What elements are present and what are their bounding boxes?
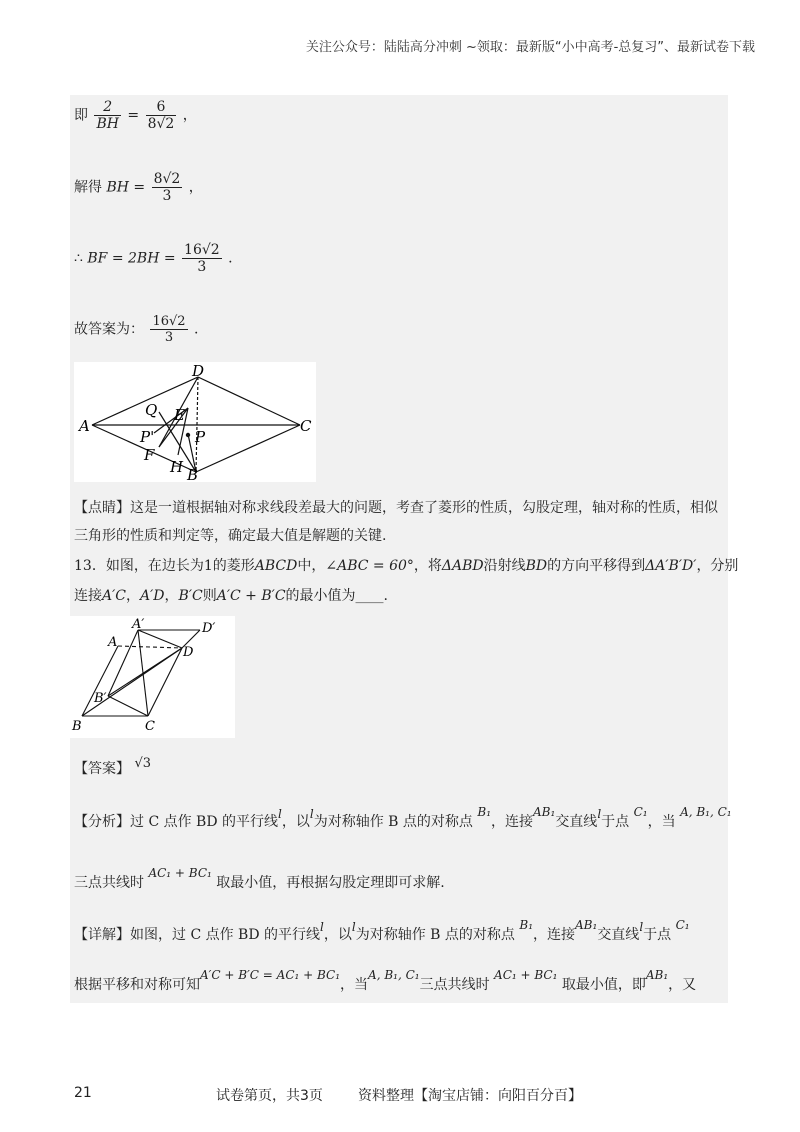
label-B: B: [72, 719, 82, 734]
equals: =: [127, 107, 140, 124]
text: ，连接: [533, 927, 576, 943]
answer-value: √3: [134, 756, 152, 771]
text: 的方向平移得到: [547, 558, 646, 574]
label-C: C: [300, 417, 312, 435]
fraction: [146, 100, 177, 131]
text: ，: [188, 179, 203, 196]
text: 取最小值，即: [561, 977, 646, 993]
label-A: A: [108, 635, 118, 650]
solution-line-1: [74, 100, 197, 131]
math: l: [320, 920, 324, 934]
math: ΔA′B′D′: [645, 558, 697, 574]
text: ，将: [413, 558, 442, 574]
detail-line-1: [74, 918, 690, 943]
math: ABCD: [254, 558, 298, 574]
denominator: 3: [197, 259, 207, 275]
label-A: A: [79, 417, 90, 435]
text: ，连接: [491, 814, 534, 830]
text: 解得: [74, 179, 102, 196]
denominator: 3: [162, 188, 172, 204]
math: ∠ABC = 60°: [325, 558, 414, 574]
text: ，当: [340, 977, 369, 993]
math: l: [351, 920, 356, 934]
math: C₁: [675, 918, 690, 932]
text: 取最小值，再根据勾股定理即可求解.: [216, 875, 445, 891]
answer-line: [74, 756, 152, 777]
solution-line-3: [74, 243, 233, 274]
text: ，以: [323, 927, 352, 943]
math: A, B₁, C₁: [680, 805, 732, 819]
point-P-dot: [186, 433, 190, 437]
text: 则: [202, 588, 217, 604]
footer-right: 资料整理【淘宝店铺：向阳百分百】: [358, 1088, 582, 1104]
math: AB₁: [645, 968, 669, 982]
rhombus-figure-1: [74, 362, 316, 482]
text: 的菱形: [212, 558, 255, 574]
text: 连接: [74, 588, 102, 604]
label-D-prime: D′: [202, 621, 216, 636]
math: AB₁: [575, 918, 598, 932]
text: 即: [74, 107, 88, 124]
denominator: 8√2: [147, 116, 175, 132]
comment-line-1: 【点睛】这是一道根据轴对称求线段差最大的问题，考查了菱形的性质，勾股定理，轴对称的性质，相似: [74, 500, 718, 516]
numerator: 2: [94, 100, 121, 116]
label-D: D: [192, 362, 205, 380]
text: 于点: [601, 814, 630, 830]
problem-13-line-1: [74, 559, 738, 573]
math: A′C: [102, 588, 127, 604]
rhombus-figure-2: [70, 616, 235, 738]
comment-line-2: 三角形的性质和判定等，确定最大值是解题的关键.: [74, 528, 387, 544]
math: 1: [203, 558, 213, 574]
solution-line-4: [74, 315, 198, 344]
numerator: 8√2: [153, 171, 181, 187]
text: 于点: [643, 927, 672, 943]
text: ，: [126, 588, 141, 604]
text: ，分别: [696, 558, 739, 574]
text: 为对称轴作 B 点的对称点: [313, 814, 473, 830]
denominator: 3: [164, 330, 174, 345]
text: ，以: [281, 814, 310, 830]
math: B₁: [519, 918, 534, 932]
text: ∴: [74, 250, 83, 267]
text: .: [194, 321, 199, 338]
label-A-prime: A′: [132, 617, 145, 632]
fraction: [152, 172, 183, 203]
math: l: [309, 807, 314, 821]
text: 为对称轴作 B 点的对称点: [355, 927, 515, 943]
text: 【详解】如图，过 C 点作 BD 的平行线: [74, 927, 321, 943]
text: .: [228, 250, 233, 267]
label-B-prime: B′: [94, 691, 107, 706]
text: 【分析】过 C 点作 BD 的平行线: [74, 814, 279, 830]
math: A′D: [140, 588, 165, 604]
math: BF = 2BH =: [87, 250, 176, 267]
analysis-line-2: [74, 866, 445, 891]
page-header: 关注公众号：陆陆高分冲刺 ~领取：最新版“小中高考-总复习”、最新试卷下载: [305, 40, 755, 55]
math: A′C + B′C = AC₁ + BC₁: [200, 968, 341, 982]
label-B: B: [187, 466, 199, 482]
footer-center: 试卷第页，共3页: [216, 1088, 323, 1104]
numerator: 16√2: [152, 314, 186, 329]
text: 三点共线时: [74, 875, 144, 891]
fraction: [150, 315, 187, 344]
math: A′C + B′C: [216, 588, 286, 604]
text: 中，: [297, 558, 326, 574]
numerator: 6: [146, 100, 177, 116]
text: 交直线: [597, 927, 640, 943]
solution-line-2: [74, 172, 203, 203]
text: ，: [164, 588, 179, 604]
fraction: [94, 100, 121, 131]
fraction: [182, 243, 222, 274]
denominator: BH: [96, 116, 119, 132]
label-C: C: [145, 719, 155, 734]
math: B₁: [477, 805, 492, 819]
math: BH =: [106, 179, 146, 196]
math: l: [597, 807, 602, 821]
detail-line-2: [74, 968, 697, 993]
label-P: P: [195, 428, 206, 446]
text: ，又: [668, 977, 697, 993]
label-D: D: [183, 645, 194, 660]
label-H: H: [170, 458, 184, 476]
figure-background: [74, 362, 316, 482]
numerator: 16√2: [184, 242, 220, 258]
math: BD: [525, 558, 548, 574]
math: l: [278, 807, 282, 821]
text: 故答案为：: [74, 321, 144, 338]
math: ΔABD: [441, 558, 484, 574]
label-P-prime: P': [140, 428, 155, 446]
math: AB₁: [533, 805, 556, 819]
problem-13-line-2: [74, 589, 388, 603]
text: 交直线: [555, 814, 598, 830]
text: 13．如图，在边长为: [74, 558, 204, 574]
text: 根据平移和对称可知: [74, 977, 200, 993]
analysis-line-1: [74, 805, 732, 830]
math: A, B₁, C₁: [368, 968, 420, 982]
text: ，当: [647, 814, 676, 830]
label-E: E: [174, 406, 185, 424]
math: C₁: [633, 805, 648, 819]
math: l: [639, 920, 644, 934]
text: 沿射线: [483, 558, 526, 574]
answer-label: 【答案】: [74, 761, 130, 777]
math: AC₁ + BC₁: [494, 968, 558, 982]
text: ，: [182, 107, 197, 124]
page-number: 21: [74, 1085, 92, 1101]
text: 三点共线时: [419, 977, 490, 993]
label-Q: Q: [145, 401, 158, 419]
label-F: F: [144, 446, 155, 464]
math: B′C: [178, 588, 203, 604]
math: AC₁ + BC₁: [148, 866, 212, 880]
text: 的最小值为____.: [285, 588, 388, 604]
